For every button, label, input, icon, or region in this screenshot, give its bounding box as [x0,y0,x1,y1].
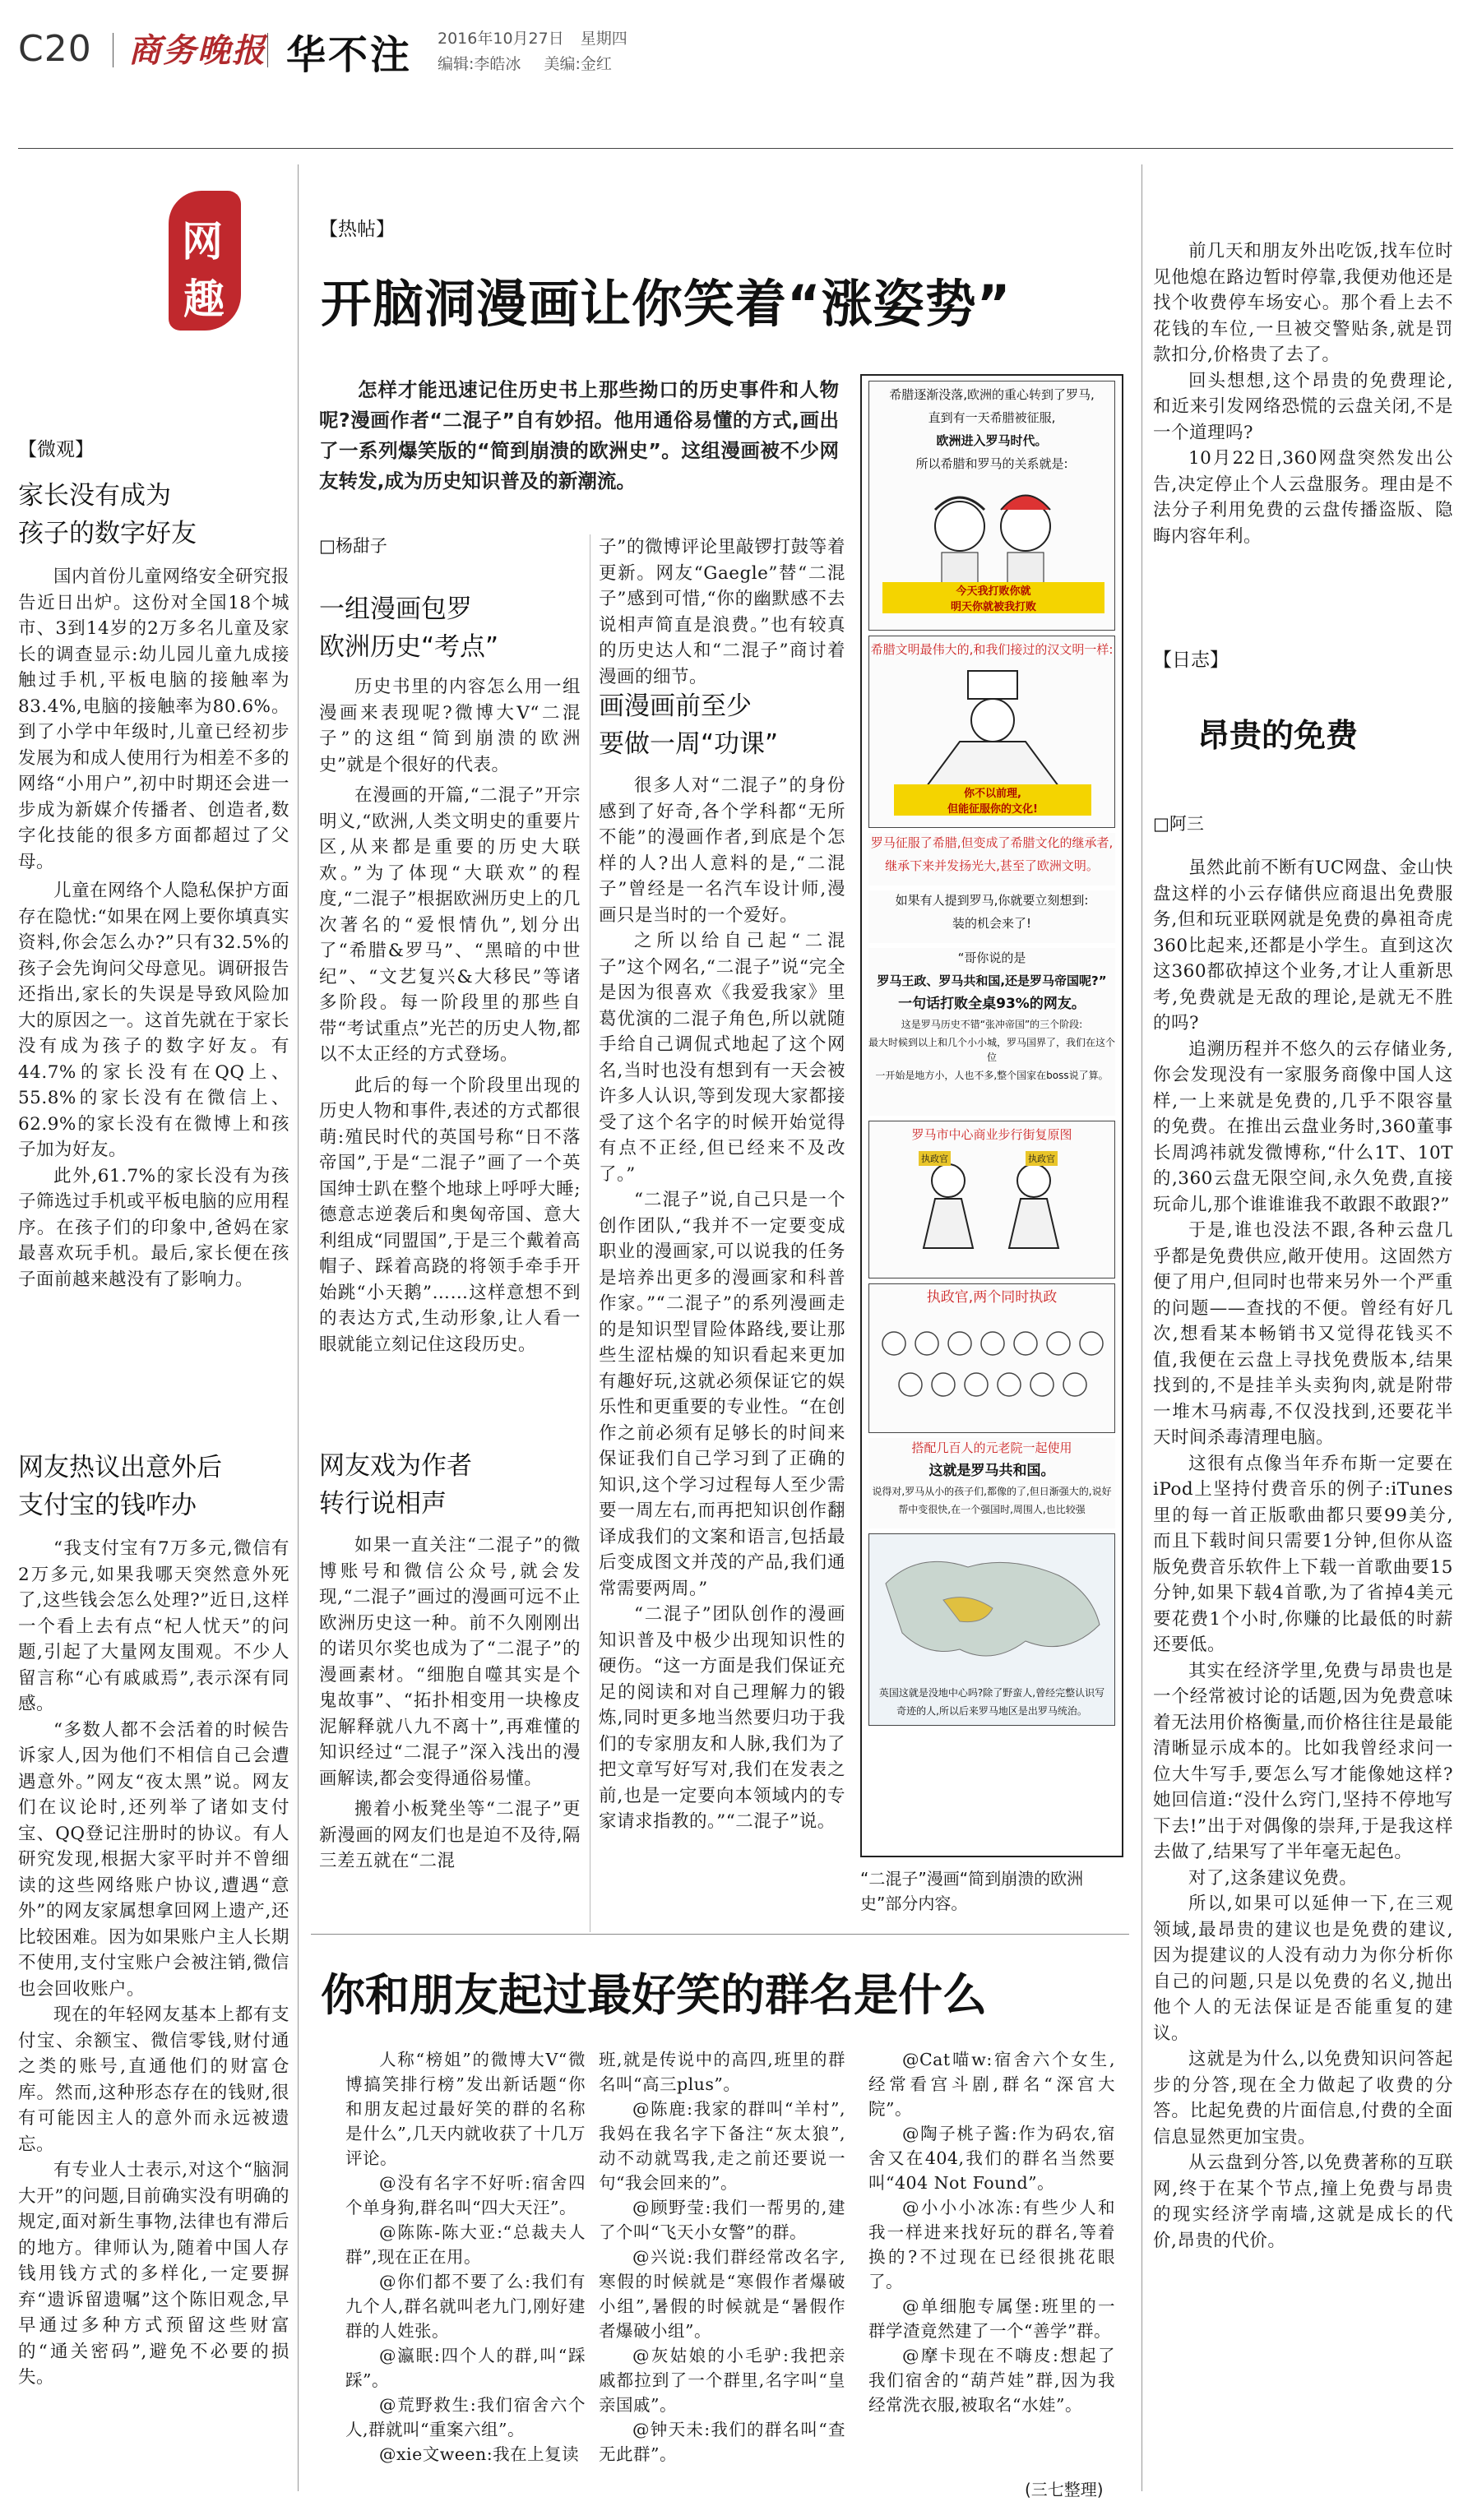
paragraph: @兴说:我们群经常改名字,寒假的时候就是“寒假作者爆破小组”,暑假的时候就是“暑假作者爆破小组”。 [599,2247,845,2341]
main-subhead-c1: 网友戏为作者 [319,1451,472,1481]
col1-headline-b [18,1449,289,1524]
consul-tag-2: 执政官 [1026,1151,1058,1166]
paragraph: 虽然此前不断有UC网盘、金山快盘这样的小云存储供应商退出免费服务,但和玩亚联网就是免费的鼻祖奇虎360比起来,还都是小学生。直到这次这360都砍掉这个业务,才让人重新思考,免费就是无敌的理论,是就无不胜的吗? [1153,858,1453,1033]
comic-panel-9 [868,1533,1115,1726]
logo-char-2: 趣 [183,275,225,323]
main-col-b-text [599,773,845,1835]
main-tag: 【热帖】 [319,219,395,240]
paragraph: 很多人对“二混子”的身份感到了好奇,各个学科都“无所不能”的漫画作者,到底是个怎样的人?出人意料的是,“二混子”曾经是一名汽车设计师,漫画只是当时的一个爱好。 [599,775,845,926]
comic-panel-8 [868,1438,1115,1528]
col1-headline-2: 孩子的数字好友 [18,519,197,548]
main-headline: 开脑洞漫画让你笑着“涨姿势” [321,274,1012,334]
comic-text: 罗马市中心商业步行街复原图 [911,1127,1072,1142]
comic-panel-7 [868,1283,1115,1433]
paragraph: 儿童在网络个人隐私保护方面存在隐忧:“如果在网上要你填真实资料,你会怎么办?”只有32.5%的孩子会先询问父母意见。调研报告还指出,家长的失误是导致风险加大的原因之一。这首先就在于家长没有成为孩子的数字好友。有44.7%的家长没有在QQ上、55.8%的家长没有在微信上、62.9%的家长没有在微博上和孩子加为好友。 [18,881,290,1160]
comic-text: 明天你就被我打败 [950,601,1036,613]
paragraph: @灰姑娘的小毛驴:我把亲戚都拉到了一个群里,名字叫“皇亲国戚”。 [599,2346,845,2415]
comic-text: 最大时候到以上和几个小小城，罗马国界了，我们在这个位 [868,1037,1116,1063]
paragraph: 如果一直关注“二混子”的微博账号和微信公众号,就会发现,“二混子”画过的漫画可远不止欧洲历史这一种。前不久刚刚出的诺贝尔奖也成为了“二混子”的漫画素材。“细胞自噬其实是个鬼故事”、“拓扑相变用一块橡皮泥解释就八九不离十”,再难懂的知识经过“二混子”深入浅出的漫画解读,都会变得通俗易懂。 [319,1535,581,1789]
comic-text: 奇迹的人,所以后来罗马地区是出罗马统治。 [896,1705,1087,1717]
comic-panel-1 [868,381,1115,631]
main-subhead-a1: 一组漫画包罗 [319,594,472,624]
issue-date [438,26,627,49]
bottom-credit: (三七整理) [1025,2480,1104,2499]
paragraph: @小小小冰冻:有些少人和我一样进来找好玩的群名,等着换的?不过现在已经很挑花眼了。 [868,2198,1115,2291]
paragraph: 所以,如果可以延伸一下,在三观领域,最昂贵的建议也是免费的建议,因为提建议的人没有动力为你分析你自己的问题,只是以免费的名义,抛出他个人的无法保证是否能重复的建议。 [1153,1893,1453,2044]
col1-tag: 【微观】 [18,439,94,460]
comic-strip [860,374,1123,1857]
top-rule [18,148,1453,149]
comic-panel-4 [868,890,1115,943]
comic-text: 英国这就是没地中心吗?除了野蛮人,曾经完整认识写 [878,1687,1105,1699]
editor-credits [438,52,612,74]
comic-text: 欧洲进入罗马时代。 [936,433,1048,448]
paragraph: 这就是为什么,以免费知识问答起步的分答,现在全力做起了收费的分答。比起免费的片面信息,付费的全面信息显然更加宝贵。 [1153,2049,1453,2148]
bottom-col-3 [868,2047,1115,2417]
col1-article-2 [18,1536,289,2391]
comic-text: 执政官,两个同时执政 [926,1289,1058,1306]
paragraph: @没有名字不好听:宿舍四个单身狗,群名叫“四大天汪”。 [345,2173,586,2217]
comic-text: 搭配几百人的元老院一起使用 [911,1440,1072,1455]
bottom-headline: 你和朋友起过最好笑的群名是什么 [321,1969,987,2021]
comic-map-europe [869,1534,1113,1682]
main-col-a-text-2 [319,1533,581,1875]
main-subhead-b1: 画漫画前至少 [599,691,752,721]
paragraph: 人称“榜姐”的微博大V“微博搞笑排行榜”发出新话题“你和朋友起过最好笑的群的名称是什么”,几天内就收获了十几万评论。 [345,2050,586,2168]
paragraph: @你们都不要了么:我们有九个人,群名就叫老九门,刚好建群的人姓张。 [345,2272,586,2341]
paragraph: 其实在经济学里,免费与昂贵也是一个经常被讨论的话题,因为免费意味着无法用价格衡量,而价格往往是最能清晰显示成本的。比如我曾经求问一位大牛写手,要怎么写才能像她这样?她回信道:“没什么窍门,坚持不停地写下去!”出于对偶像的崇拜,于是我这样去做了,结果写了半年毫无起色。 [1153,1660,1453,1862]
paragraph: 历史书里的内容怎么用一组漫画来表现呢?微博大V“二混子”的这组“简到崩溃的欧洲史”就是个很好的代表。 [319,677,581,775]
paragraph: 前几天和朋友外出吃饭,找车位时见他熄在路边暂时停靠,我便劝他还是找个收费停车场安心。那个看上去不花钱的车位,一旦被交警贴条,就是罚款扣分,价格贵了去了。 [1153,241,1453,365]
paragraph: 此后的每一个阶段里出现的历史人物和事件,表述的方式都很萌:殖民时代的英国号称“日不落帝国”,于是“二混子”画了一个英国绅士趴在整个地球上呼呼大睡;德意志逆袭后和奥匈帝国、意大利组成“同盟国”,于是三个戴着高帽子、踩着高跷的将领手牵手开始跳“小天鹅”……这样意想不到的表达方式,生动形象,让人看一眼就能立刻记住这段历史。 [319,1075,581,1355]
paragraph: 此外,61.7%的家长没有为孩子筛选过手机或平板电脑的应用程序。在孩子们的印象中,爸妈在家最喜欢玩手机。最后,家长便在孩子面前越来越没有了影响力。 [18,1165,290,1290]
right-tag: 【日志】 [1153,650,1229,671]
paragraph: 追溯历程并不悠久的云存储业务,你会发现没有一家服务商像中国人这样,一上来就是免费的,几乎不限容量的免费。在推出云盘业务时,360董事长周鸿祎就发微博称,“什么1T、10T的,360云盘无限空间,永久免费,直接玩命儿,那个谁谁谁我不敢跟不敢跟?” [1153,1038,1453,1215]
comic-text: 希腊文明最伟大的,和我们接过的汉文明一样: [870,642,1114,657]
comic-text: 装的机会来了! [952,916,1031,931]
right-top-text [1153,238,1453,549]
main-subhead-b2: 要做一周“功课” [599,729,779,759]
main-author: □杨甜子 [319,536,387,556]
paragraph: @荒野救生:我们宿舍六个人,群就叫“重案六组”。 [345,2395,586,2439]
editor: 编辑:李皓冰 [438,55,521,73]
comic-text: 帮中变很快,在一个强国时,周围人,也比较强 [898,1504,1086,1515]
paragraph: @摩卡现在不嗨皮:想起了我们宿舍的“葫芦娃”群,因为我经常洗衣服,被取名“水娃”。 [868,2346,1115,2415]
main-subhead-a [319,590,582,666]
bottom-col-1 [345,2047,586,2467]
section-logo [169,191,241,331]
right-author: □阿三 [1153,814,1204,834]
paper-logo: 商务晚报 [128,31,266,70]
date: 2016年10月27日 [438,30,564,48]
main-subhead-a2: 欧洲历史“考点” [319,632,499,662]
paragraph: “二混子”团队创作的漫画知识普及中极少出现知识性的硬伤。“这一方面是我们保证充足的阅读和对自己理解力的锻炼,同时更多地当然要归功于我们的专家朋友和人脉,我们为了把文章写好写对,我们在发表之前,也是一定要向本领域内的专家请求指教的。”“二混子”说。 [599,1604,845,1832]
main-lead: 怎样才能迅速记住历史书上那些拗口的历史事件和人物呢?漫画作者“二混子”自有妙招。他用通俗易懂的方式,画出了一系列爆笑版的“简到崩溃的欧洲史”。这组漫画被不少网友转发,成为历史知识普及的新潮流。 [319,378,839,492]
comic-text: 说得对,罗马从小的孩子们,都像的了,但日渐强大的,说好 [872,1486,1112,1497]
paragraph: 之所以给自己起“二混子”这个网名,“二混子”说“完全是因为很喜欢《我爱我家》里葛优演的二混子角色,所以就随手给自己调侃式地起了这个网名,当时也没有想到有一天会被许多人认识,等到发现大家都接受了这个名字的时候开始觉得有点不正经,但已经来不及改了。” [599,931,845,1185]
comic-text: 你不以前理, [964,788,1021,800]
comic-text: 所以希腊和罗马的关系就是: [915,456,1068,471]
paragraph: 子”的微博评论里敲锣打鼓等着更新。网友“Gaegle”替“二混子”感到可惜,“你的幽默感不去说相声简直是浪费。”也有较真的历史达人和“二混子”商讨着漫画的细节。 [599,537,845,687]
paragraph: @陈陈-陈大亚:“总裁夫人群”,现在正在用。 [345,2222,586,2267]
comic-text: 一开始是地方小，人也不多,整个国家在boss说了算。 [875,1070,1109,1081]
paragraph: 班,就是传说中的高四,班里的群名叫“高三plus”。 [599,2050,845,2094]
section-name: 华不注 [286,32,413,78]
speech-bubble [894,784,1091,816]
paragraph: 搬着小板凳坐等“二混子”更新漫画的网友们也是迫不及待,隔三差五就在“二混 [319,1799,581,1871]
col1-article-1 [18,564,289,1292]
comic-panel-3 [868,833,1115,885]
col1-headline-b2: 支付宝的钱咋办 [18,1491,197,1520]
weekday: 星期四 [580,30,627,48]
comic-panel-6 [868,1121,1115,1278]
comic-figure-emperor [869,663,1113,786]
paragraph: 现在的年轻网友基本上都有支付宝、余额宝、微信零钱,财付通之类的账号,直通他们的财富仓库。然而,这种形态存在的钱财,很有可能因主人的意外而永远被遗忘。 [18,2004,289,2155]
designer: 美编:金红 [544,55,612,73]
col1-headline [18,477,289,553]
comic-caption: “二混子”漫画“简到崩溃的欧洲史”部分内容。 [860,1869,1084,1913]
comic-crowd-senate [869,1311,1113,1431]
comic-text: 直到有一天希腊被征服, [928,410,1056,425]
paragraph: @单细胞专属堡:班里的一群学渣竟然建了一个“善学”群。 [868,2296,1115,2341]
comic-text: 这是罗马历史不错“张冲帝国”的三个阶段: [901,1019,1083,1030]
paragraph: “我支付宝有7万多元,微信有2万多元,如果我哪天突然意外死了,这些钱会怎么处理?”近日,这样一个看上去有点“杞人忧天”的问题,引起了大量网友围观。不少人留言称“心有戚戚焉”,表示深有同感。 [18,1538,289,1714]
comic-text: 罗马征服了希腊,但变成了希腊文化的继承者, [870,835,1114,850]
paragraph: @陶子桃子酱:作为码农,宿舍又在404,我们的群名当然要叫“404 Not Found”。 [868,2124,1115,2193]
main-col-b-top [599,534,845,690]
paragraph: 对了,这条建议免费。 [1188,1867,1358,1889]
paragraph: @顾野莹:我们一帮男的,建了个叫“飞天小女警”的群。 [599,2198,845,2242]
col1-headline-b1: 网友热议出意外后 [18,1453,222,1482]
comic-figures-romans-greeks [869,477,1113,592]
paragraph: 这很有点像当年乔布斯一定要在iPod上坚持付费音乐的例子:iTunes里的每一首正版歌曲都只要99美分,而且下载时间只需要1分钟,但你从盗版免费音乐软件上下载一首歌曲要15分钟,如果下载4首歌,为了省掉4美元要花费1个小时,你赚的比最低的时薪还要低。 [1153,1453,1453,1655]
main-col-a-text [319,674,581,1357]
paragraph: “二混子”说,自己只是一个创作团队,“我并不一定要变成职业的漫画家,可以说我的任务是培养出更多的漫画家和科普作家。”“二混子”的系列漫画走的是知识型冒险体路线,要让那些生涩枯燥的知识看起来更加有趣好玩,这就必须保证它的娱乐性和更重要的专业性。“在创作之前必须有足够长的时间来保证我们自己学习到了正确的知识,这个学习过程每人至少需要一周左右,而再把知识创作翻译成我们的文案和语言,包括最后变成图文并茂的产品,我们通常需要两周。” [599,1190,845,1599]
comic-text: 今天我打败你就 [956,585,1031,598]
paragraph: 回头想想,这个昂贵的免费理论,和近来引发网络恐慌的云盘关闭,不是一个道理吗? [1153,370,1453,443]
right-headline: 昂贵的免费 [1197,718,1359,755]
comic-figures-consuls [869,1148,1113,1251]
comic-text: 罗马王政、罗马共和国,还是罗马帝国呢?” [877,973,1107,988]
logo-char-1: 网 [182,218,223,266]
paragraph: @Cat喵w:宿舍六个女生,经常看宫斗剧,群名“深宫大院”。 [868,2050,1115,2119]
comic-panel-2 [868,636,1115,828]
comic-panel-5 [868,948,1115,1116]
bottom-col-2 [599,2047,845,2467]
right-article [1153,855,1453,2254]
comic-text: “哥你说的是 [957,950,1026,965]
main-subhead-b [599,687,845,763]
paragraph: 10月22日,360网盘突然发出公告,决定停止个人云盘服务。理由是不法分子利用免费的云盘传播盗版、隐晦内容年利。 [1153,448,1453,547]
paragraph: 在漫画的开篇,“二混子”开宗明义,“欧洲,人类文明史的重要片区,从来都是重要的历史大联欢。”为了体现“大联欢”的程度,“二混子”根据欧洲历史上的几次著名的“爱恨情仇”,划分出了“希腊&罗马”、“黑暗的中世纪”、“文艺复兴&大移民”等诸多阶段。每一阶段里的那些自带“考试重点”光芒的历史人物,都以不太正经的方式登场。 [319,785,581,1065]
paragraph: 国内首份儿童网络安全研究报告近日出炉。这份对全国18个城市、3到14岁的2万多名儿童及家长的调查显示:幼儿园儿童九成接触过手机,平板电脑的接触率为83.4%,电脑的接触率为80.6%。到了小学中年级时,儿童已经初步发展为和成人使用行为相差不多的网络“小用户”,初中时期还会进一步成为新媒介传播者、创造者,数字化技能的很多方面都超过了父母。 [18,566,290,872]
col1-headline-1: 家长没有成为 [18,481,171,511]
paragraph: @陈鹿:我家的群叫“羊村”,我妈在我名字下备注“灰太狼”,动不动就骂我,走之前还要说一句“我会回来的”。 [599,2099,845,2193]
comic-text: 但能征服你的文化! [947,803,1038,816]
paragraph: @瀛眠:四个人的群,叫“踩踩”。 [345,2346,586,2390]
paragraph: 从云盘到分答,以免费著称的互联网,终于在某个节点,撞上免费与昂贵的现实经济学南墙,这就是成长的代价,昂贵的代价。 [1153,2152,1453,2251]
comic-text: 这就是罗马共和国。 [928,1463,1055,1479]
page-number: C20 [18,28,92,70]
consul-tag-1: 执政官 [919,1151,951,1166]
comic-text: 一句话打败全桌93%的网友。 [898,996,1086,1012]
main-subhead-c2: 转行说相声 [319,1489,447,1519]
bottom-section-rule [311,1934,1129,1935]
comic-text: 希腊逐渐没落,欧洲的重心转到了罗马, [889,387,1095,402]
speech-bubble [882,582,1104,613]
paragraph: @钟天未:我们的群名叫“查无此群”。 [599,2420,845,2464]
comic-text: 继承下来并发扬光大,甚至了欧洲文明。 [885,858,1099,873]
paragraph: @xie文ween:我在上复读 [379,2444,580,2464]
comic-text: 如果有人提到罗马,你就要立刻想到: [895,893,1089,908]
paragraph: 有专业人士表示,对这个“脑洞大开”的问题,目前确实没有明确的规定,面对新生事物,法律也有滞后的地方。律师认为,随着中国人存钱用钱方式的多样化,一定要摒弃“遗诉留遗嘱”这个陈旧观念,早早通过多种方式预留这些财富的“通关密码”,避免不必要的损失。 [18,2160,289,2388]
main-subhead-c [319,1447,582,1523]
paragraph: 于是,谁也没法不跟,各种云盘几乎都是免费供应,敞开使用。这固然方便了用户,但同时也带来另外一个严重的问题——查找的不便。曾经有好几次,想看某本畅销书又觉得花钱买不值,我便在云盘上寻找免费版本,结果找到的,不是挂羊头卖狗肉,就是附带一堆木马病毒,不仅没找到,还要花半天时间杀毒清理电脑。 [1153,1220,1453,1448]
paragraph: “多数人都不会活着的时候告诉家人,因为他们不相信自己会遭遇意外。”网友“夜太黑”说。网友们在议论时,还列举了诸如支付宝、QQ登记注册时的协议。有人研究发现,根据大家平时并不曾细读的这些网络账户协议,遭遇“意外”的网友家属想拿回网上遗产,还比较困难。因为如果账户主人长期不使用,支付宝账户会被注销,微信也会回收账户。 [18,1719,290,2000]
